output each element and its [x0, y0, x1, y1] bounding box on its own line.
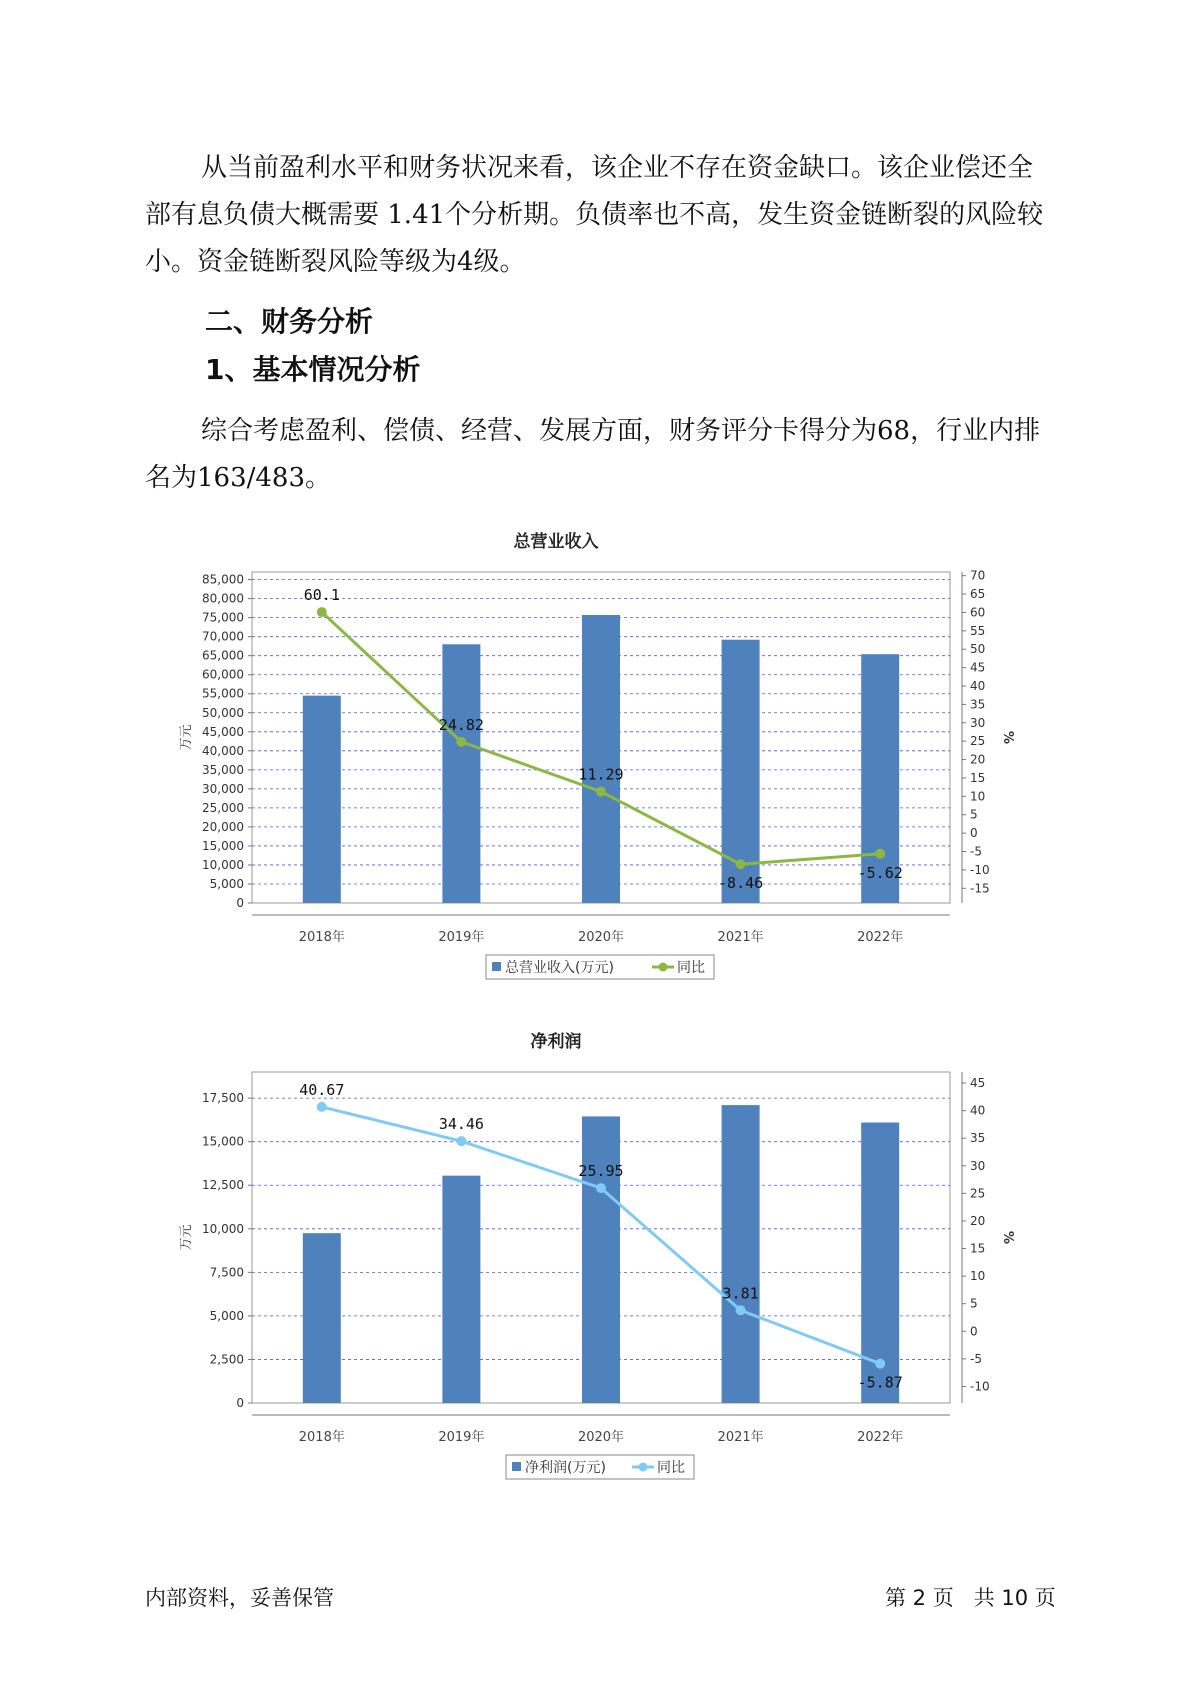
y-right-tick-label: 15 — [970, 1241, 986, 1256]
y-tick-label: 85,000 — [202, 572, 244, 587]
bar-1 — [303, 696, 341, 903]
legend-line-marker — [639, 1463, 648, 1472]
net-profit-chart-svg — [0, 1025, 1191, 1495]
x-tick-label: 2022年 — [857, 1430, 904, 1445]
paragraph-score: 综合考虑盈利、偿债、经营、发展方面，财务评分卡得分为68，行业内排名为163/483。 — [145, 416, 1041, 493]
y-tick-label: 15,000 — [202, 838, 244, 853]
y-tick-label: 17,500 — [202, 1091, 244, 1106]
yoy-point-5 — [875, 849, 885, 859]
yoy-data-label: 25.95 — [578, 1162, 624, 1181]
y-right-tick-label: 65 — [970, 587, 986, 602]
y-right-tick-label: 35 — [970, 1131, 986, 1146]
y-right-axis-title: % — [1000, 730, 1015, 745]
y-tick-label: 5,000 — [209, 876, 244, 891]
x-tick-label: 2019年 — [438, 930, 485, 945]
net-profit-chart — [0, 1025, 1191, 1495]
yoy-point-2 — [456, 737, 466, 747]
y-right-tick-label: 40 — [970, 1103, 986, 1118]
legend-line-label: 同比 — [677, 960, 705, 976]
yoy-data-label: 60.1 — [303, 586, 340, 605]
y-right-tick-label: 10 — [970, 1269, 986, 1284]
y-right-tick-label: 20 — [970, 1213, 986, 1228]
chart-title: 总营业收入 — [513, 532, 599, 552]
chart-title: 净利润 — [530, 1032, 582, 1052]
revenue-chart — [0, 525, 1191, 995]
y-right-tick-label: 0 — [970, 1324, 978, 1339]
revenue-chart-svg — [0, 525, 1191, 995]
x-tick-label: 2021年 — [717, 930, 764, 945]
y-tick-label: 0 — [236, 896, 244, 910]
y-tick-label: 35,000 — [202, 762, 244, 777]
yoy-point-1 — [317, 607, 327, 617]
subsection-heading: 1、基本情况分析 — [205, 353, 421, 386]
yoy-data-label: 24.82 — [438, 715, 484, 734]
yoy-point-4 — [736, 1305, 746, 1315]
legend-line-label: 同比 — [657, 1460, 685, 1476]
y-right-tick-label: 5 — [970, 807, 978, 822]
y-tick-label: 65,000 — [202, 648, 244, 663]
y-right-tick-label: 35 — [970, 697, 986, 712]
y-tick-label: 0 — [236, 1396, 244, 1410]
y-tick-label: 45,000 — [202, 724, 244, 739]
y-right-tick-label: 25 — [970, 1186, 986, 1201]
yoy-data-label: -8.46 — [718, 874, 764, 893]
x-tick-label: 2020年 — [577, 930, 625, 945]
y-tick-label: 25,000 — [202, 800, 244, 815]
legend-bar-swatch — [492, 962, 501, 971]
y-tick-label: 50,000 — [202, 705, 244, 720]
y-axis-title: 万元 — [179, 1224, 194, 1251]
y-right-tick-label: 20 — [970, 752, 986, 767]
y-right-axis-title: % — [1000, 1230, 1015, 1245]
y-tick-label: 75,000 — [202, 610, 244, 625]
y-tick-label: 15,000 — [202, 1134, 244, 1149]
paragraph-funding-risk: 从当前盈利水平和财务状况来看，该企业不存在资金缺口。该企业偿还全部有息负债大概需要 1.41个分析期。负债率也不高，发生资金链断裂的风险较小。资金链断裂风险等级为4级。 — [145, 153, 1044, 277]
y-tick-label: 10,000 — [202, 1221, 244, 1236]
y-right-tick-label: -15 — [970, 881, 990, 896]
y-axis-title: 万元 — [179, 724, 194, 751]
y-right-tick-label: 15 — [970, 770, 986, 785]
x-tick-label: 2022年 — [857, 930, 904, 945]
legend-bar-label: 净利润(万元) — [525, 1460, 606, 1476]
legend-line-marker — [659, 963, 668, 972]
y-right-tick-label: 30 — [970, 1158, 986, 1173]
y-tick-label: 10,000 — [202, 857, 244, 872]
y-right-tick-label: 40 — [970, 679, 986, 694]
section-heading: 二、财务分析 — [205, 305, 374, 338]
y-right-tick-label: -10 — [970, 862, 990, 877]
y-right-tick-label: 70 — [970, 568, 986, 583]
x-tick-label: 2021年 — [717, 1430, 764, 1445]
yoy-point-5 — [875, 1359, 885, 1369]
yoy-point-3 — [596, 787, 606, 797]
y-tick-label: 7,500 — [209, 1265, 244, 1280]
bar-2 — [442, 1176, 480, 1403]
y-tick-label: 55,000 — [202, 686, 244, 701]
y-tick-label: 30,000 — [202, 781, 244, 796]
y-tick-label: 12,500 — [202, 1178, 244, 1193]
y-right-tick-label: -5 — [970, 844, 982, 859]
y-right-tick-label: 25 — [970, 734, 986, 749]
y-right-tick-label: 10 — [970, 789, 986, 804]
x-tick-label: 2018年 — [298, 1430, 345, 1445]
legend-bar-swatch — [512, 1462, 521, 1471]
x-tick-label: 2018年 — [298, 930, 345, 945]
y-tick-label: 40,000 — [202, 743, 244, 758]
y-tick-label: 5,000 — [209, 1308, 244, 1323]
y-right-tick-label: 55 — [970, 623, 986, 638]
bar-1 — [303, 1233, 341, 1403]
bar-4 — [722, 1105, 760, 1403]
y-tick-label: 60,000 — [202, 667, 244, 682]
bar-3 — [582, 615, 620, 903]
y-right-tick-label: 45 — [970, 1076, 986, 1091]
y-right-tick-label: 45 — [970, 660, 986, 675]
y-right-tick-label: 60 — [970, 605, 986, 620]
y-right-tick-label: 5 — [970, 1296, 978, 1311]
y-tick-label: 70,000 — [202, 629, 244, 644]
yoy-data-label: 3.81 — [722, 1284, 759, 1303]
y-right-tick-label: 30 — [970, 715, 986, 730]
footer-page-number: 第 2 页 共 10 页 — [885, 1586, 1056, 1610]
y-right-tick-label: -5 — [970, 1351, 982, 1366]
yoy-data-label: 40.67 — [299, 1080, 345, 1099]
y-tick-label: 20,000 — [202, 819, 244, 834]
yoy-data-label: 34.46 — [438, 1115, 484, 1134]
y-right-tick-label: 0 — [970, 826, 978, 841]
y-tick-label: 80,000 — [202, 591, 244, 606]
legend-bar-label: 总营业收入(万元) — [505, 960, 614, 976]
yoy-data-label: -5.62 — [857, 863, 903, 882]
y-right-tick-label: -10 — [970, 1379, 990, 1394]
y-right-tick-label: 50 — [970, 642, 986, 657]
bar-3 — [582, 1116, 620, 1403]
yoy-point-2 — [456, 1136, 466, 1146]
yoy-point-3 — [596, 1183, 606, 1193]
yoy-data-label: -5.87 — [857, 1373, 903, 1392]
yoy-point-1 — [317, 1102, 327, 1112]
x-tick-label: 2019年 — [438, 1430, 485, 1445]
bar-2 — [442, 644, 480, 903]
footer-confidential: 内部资料，妥善保管 — [145, 1586, 334, 1610]
y-tick-label: 2,500 — [209, 1352, 244, 1367]
x-tick-label: 2020年 — [577, 1430, 625, 1445]
yoy-data-label: 11.29 — [578, 765, 624, 784]
yoy-point-4 — [736, 859, 746, 869]
